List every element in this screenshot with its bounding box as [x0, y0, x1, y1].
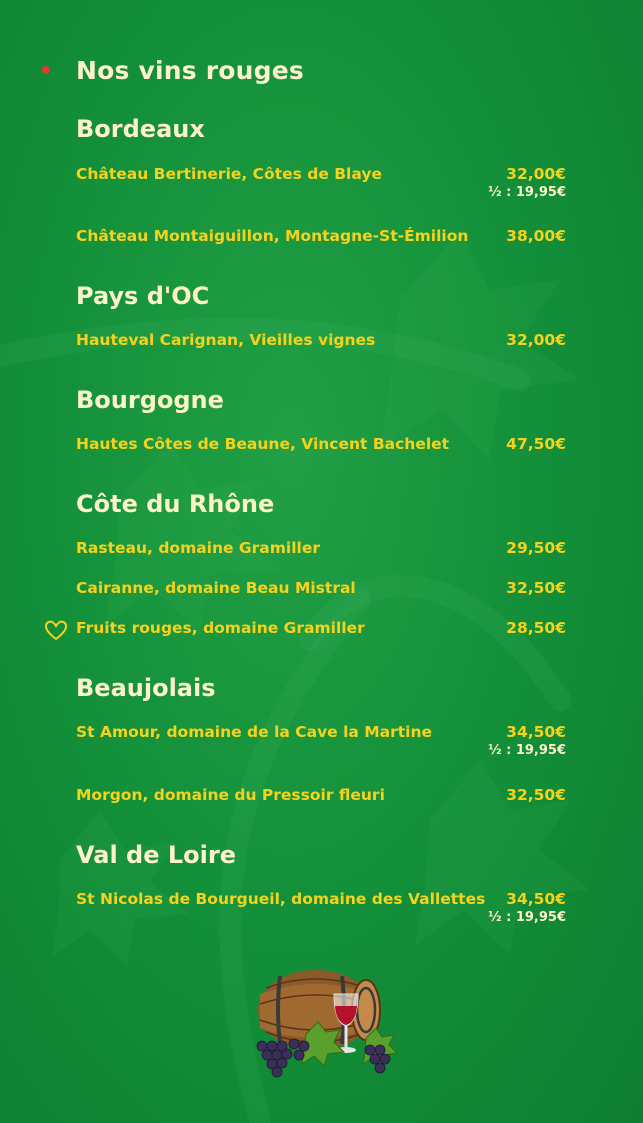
half-bottle-price: ½ : 19,95€ — [488, 743, 566, 758]
wine-name: St Nicolas de Bourgueil, domaine des Vallettes — [76, 890, 486, 908]
region-heading-bourgogne: Bourgogne — [76, 386, 224, 414]
half-bottle-price: ½ : 19,95€ — [488, 185, 566, 200]
wine-name: Rasteau, domaine Gramiller — [76, 539, 321, 557]
half-bottle-price: ½ : 19,95€ — [488, 910, 566, 925]
wine-price: 29,50€ — [506, 539, 566, 557]
region-heading-bordeaux: Bordeaux — [76, 115, 205, 143]
region-heading-val-de-loire: Val de Loire — [76, 841, 236, 869]
wine-item-favorite — [76, 619, 566, 643]
wine-item — [76, 435, 566, 459]
wine-item — [76, 165, 566, 200]
region-heading-cote-du-rhone: Côte du Rhône — [76, 490, 275, 518]
wine-name: Cairanne, domaine Beau Mistral — [76, 579, 356, 597]
wine-barrel-grapes-icon — [246, 964, 402, 1082]
wine-price: 32,00€ — [506, 165, 566, 183]
red-dot-icon — [42, 66, 50, 74]
wine-item — [76, 723, 566, 758]
wine-name: Château Montaiguillon, Montagne-St-Émilion — [76, 227, 469, 245]
wine-price: 34,50€ — [506, 890, 566, 908]
wine-price: 38,00€ — [506, 227, 566, 245]
wine-price: 34,50€ — [506, 723, 566, 741]
wine-price: 28,50€ — [506, 619, 566, 637]
wine-item — [76, 227, 566, 251]
wine-name: St Amour, domaine de la Cave la Martine — [76, 723, 433, 741]
wine-price: 32,50€ — [506, 579, 566, 597]
wine-name: Hauteval Carignan, Vieilles vignes — [76, 331, 376, 349]
wine-name: Hautes Côtes de Beaune, Vincent Bachelet — [76, 435, 450, 453]
title-row — [42, 52, 304, 88]
wine-item — [76, 786, 566, 810]
wine-item — [76, 890, 566, 925]
wine-name: Morgon, domaine du Pressoir fleuri — [76, 786, 385, 804]
wine-name: Château Bertinerie, Côtes de Blaye — [76, 165, 382, 183]
region-heading-pays-doc: Pays d'OC — [76, 282, 210, 310]
wine-name: Fruits rouges, domaine Gramiller — [76, 619, 365, 637]
wine-item — [76, 579, 566, 603]
wine-price: 32,00€ — [506, 331, 566, 349]
page-title: Nos vins rouges — [76, 55, 304, 85]
wine-item — [76, 539, 566, 563]
wine-item — [76, 331, 566, 355]
wine-price: 32,50€ — [506, 786, 566, 804]
region-heading-beaujolais: Beaujolais — [76, 674, 216, 702]
heart-icon — [44, 619, 68, 641]
wine-price: 47,50€ — [506, 435, 566, 453]
